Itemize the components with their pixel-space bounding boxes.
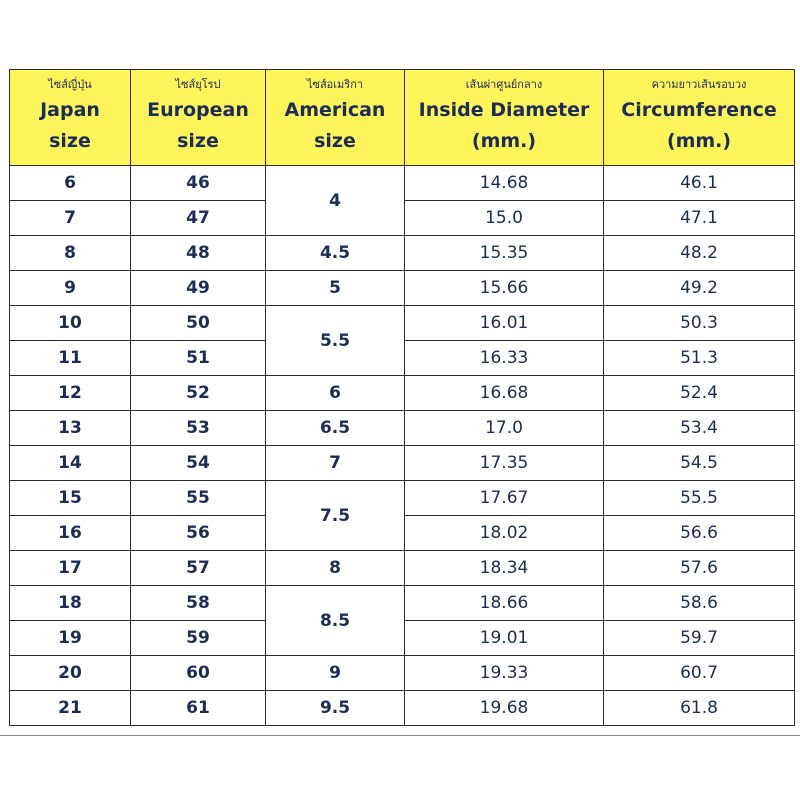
header-label-line-2: (mm.) xyxy=(471,130,537,153)
inside-diameter-cell: 16.33 xyxy=(405,341,604,376)
table-row xyxy=(10,411,795,446)
inside-diameter-cell: 17.67 xyxy=(405,481,604,516)
japan-size-cell: 19 xyxy=(10,621,131,656)
header-label-line-1: Japan xyxy=(40,99,100,122)
inside-diameter-cell: 19.33 xyxy=(405,656,604,691)
header-label-line-1: American xyxy=(284,99,386,122)
japan-size-cell: 11 xyxy=(10,341,131,376)
circumference-cell: 49.2 xyxy=(604,271,795,306)
american-size-cell: 4.5 xyxy=(266,236,405,271)
header-inside-diameter xyxy=(405,70,604,166)
table-body xyxy=(10,166,795,726)
european-size-cell: 50 xyxy=(131,306,266,341)
bottom-divider xyxy=(0,735,800,736)
table-row xyxy=(10,656,795,691)
circumference-cell: 61.8 xyxy=(604,691,795,726)
european-size-cell: 51 xyxy=(131,341,266,376)
japan-size-cell: 7 xyxy=(10,201,131,236)
header-label-line-1: Inside Diameter xyxy=(418,99,590,122)
inside-diameter-cell: 16.68 xyxy=(405,376,604,411)
japan-size-cell: 16 xyxy=(10,516,131,551)
american-size-cell: 7.5 xyxy=(266,481,405,551)
circumference-cell: 58.6 xyxy=(604,586,795,621)
american-size-cell: 8.5 xyxy=(266,586,405,656)
european-size-cell: 60 xyxy=(131,656,266,691)
header-thai-label: ไซส์ญี่ปุ่น xyxy=(48,77,92,91)
table-row xyxy=(10,446,795,481)
circumference-cell: 51.3 xyxy=(604,341,795,376)
inside-diameter-cell: 14.68 xyxy=(405,166,604,201)
table-row xyxy=(10,236,795,271)
european-size-cell: 55 xyxy=(131,481,266,516)
european-size-cell: 48 xyxy=(131,236,266,271)
header-label-line-2: (mm.) xyxy=(666,130,732,153)
japan-size-cell: 15 xyxy=(10,481,131,516)
circumference-cell: 53.4 xyxy=(604,411,795,446)
circumference-cell: 55.5 xyxy=(604,481,795,516)
japan-size-cell: 14 xyxy=(10,446,131,481)
circumference-cell: 60.7 xyxy=(604,656,795,691)
circumference-cell: 46.1 xyxy=(604,166,795,201)
inside-diameter-cell: 19.01 xyxy=(405,621,604,656)
american-size-cell: 7 xyxy=(266,446,405,481)
inside-diameter-cell: 19.68 xyxy=(405,691,604,726)
circumference-cell: 57.6 xyxy=(604,551,795,586)
table-row xyxy=(10,586,795,621)
inside-diameter-cell: 18.34 xyxy=(405,551,604,586)
circumference-cell: 48.2 xyxy=(604,236,795,271)
header-japan-size xyxy=(10,70,131,166)
japan-size-cell: 18 xyxy=(10,586,131,621)
table-header-row xyxy=(10,70,795,166)
table-row xyxy=(10,481,795,516)
american-size-cell: 5 xyxy=(266,271,405,306)
american-size-cell: 6.5 xyxy=(266,411,405,446)
inside-diameter-cell: 15.0 xyxy=(405,201,604,236)
header-thai-label: เส้นผ่าศูนย์กลาง xyxy=(465,77,543,91)
ring-size-chart xyxy=(9,69,794,726)
header-american-size xyxy=(266,70,405,166)
header-circumference xyxy=(604,70,795,166)
header-thai-label: ไซส์อเมริกา xyxy=(306,77,364,91)
japan-size-cell: 17 xyxy=(10,551,131,586)
table-row xyxy=(10,306,795,341)
european-size-cell: 57 xyxy=(131,551,266,586)
inside-diameter-cell: 17.0 xyxy=(405,411,604,446)
inside-diameter-cell: 18.66 xyxy=(405,586,604,621)
japan-size-cell: 21 xyxy=(10,691,131,726)
table-row xyxy=(10,376,795,411)
american-size-cell: 5.5 xyxy=(266,306,405,376)
european-size-cell: 52 xyxy=(131,376,266,411)
circumference-cell: 54.5 xyxy=(604,446,795,481)
european-size-cell: 54 xyxy=(131,446,266,481)
inside-diameter-cell: 16.01 xyxy=(405,306,604,341)
header-thai-label: ไซส์ยุโรป xyxy=(175,77,221,91)
japan-size-cell: 6 xyxy=(10,166,131,201)
header-label-line-1: Circumference xyxy=(621,99,777,122)
table-row xyxy=(10,691,795,726)
european-size-cell: 56 xyxy=(131,516,266,551)
header-label-line-2: size xyxy=(314,130,356,153)
inside-diameter-cell: 18.02 xyxy=(405,516,604,551)
european-size-cell: 59 xyxy=(131,621,266,656)
european-size-cell: 49 xyxy=(131,271,266,306)
circumference-cell: 52.4 xyxy=(604,376,795,411)
japan-size-cell: 12 xyxy=(10,376,131,411)
european-size-cell: 61 xyxy=(131,691,266,726)
american-size-cell: 6 xyxy=(266,376,405,411)
american-size-cell: 9.5 xyxy=(266,691,405,726)
american-size-cell: 4 xyxy=(266,166,405,236)
header-thai-label: ความยาวเส้นรอบวง xyxy=(651,77,747,91)
japan-size-cell: 20 xyxy=(10,656,131,691)
ring-size-table xyxy=(9,69,795,726)
circumference-cell: 59.7 xyxy=(604,621,795,656)
table-row xyxy=(10,271,795,306)
japan-size-cell: 13 xyxy=(10,411,131,446)
circumference-cell: 47.1 xyxy=(604,201,795,236)
inside-diameter-cell: 15.35 xyxy=(405,236,604,271)
japan-size-cell: 9 xyxy=(10,271,131,306)
table-row xyxy=(10,551,795,586)
european-size-cell: 53 xyxy=(131,411,266,446)
header-european-size xyxy=(131,70,266,166)
japan-size-cell: 10 xyxy=(10,306,131,341)
european-size-cell: 58 xyxy=(131,586,266,621)
european-size-cell: 46 xyxy=(131,166,266,201)
european-size-cell: 47 xyxy=(131,201,266,236)
header-label-line-1: European xyxy=(147,99,249,122)
inside-diameter-cell: 15.66 xyxy=(405,271,604,306)
table-row xyxy=(10,166,795,201)
header-label-line-2: size xyxy=(49,130,91,153)
american-size-cell: 9 xyxy=(266,656,405,691)
inside-diameter-cell: 17.35 xyxy=(405,446,604,481)
header-label-line-2: size xyxy=(177,130,219,153)
circumference-cell: 50.3 xyxy=(604,306,795,341)
american-size-cell: 8 xyxy=(266,551,405,586)
circumference-cell: 56.6 xyxy=(604,516,795,551)
japan-size-cell: 8 xyxy=(10,236,131,271)
